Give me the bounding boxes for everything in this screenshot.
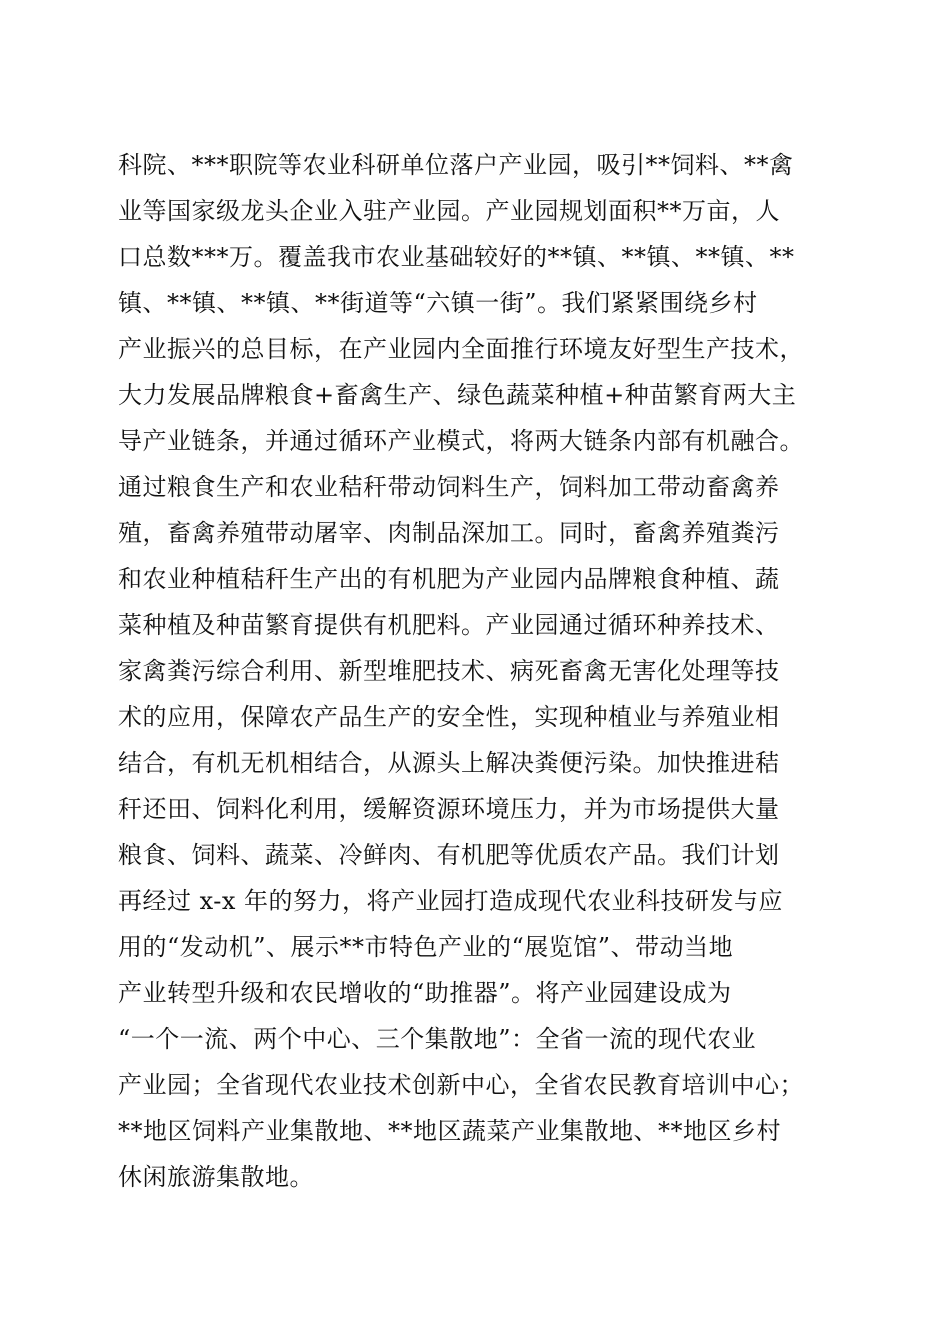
text-line: 再经过 x-x 年的努力，将产业园打造成现代农业科技研发与应 [118,887,784,915]
text-line: 口总数***万。覆盖我市农业基础较好的**镇、**镇、**镇、** [118,243,795,271]
text-line: 大力发展品牌粮食+畜禽生产、绿色蔬菜种植+种苗繁育两大主 [118,381,797,409]
text-line: 科院、***职院等农业科研单位落户产业园，吸引**饲料、**禽 [118,151,794,179]
text-line: 和农业种植秸秆生产出的有机肥为产业园内品牌粮食种植、蔬 [118,565,780,593]
body-paragraph [118,142,832,1200]
text-line: 产业园；全省现代农业技术创新中心，全省农民教育培训中心； [118,1071,804,1099]
text-line: 业等国家级龙头企业入驻产业园。产业园规划面积**万亩，人 [118,197,780,225]
text-line: 产业转型升级和农民增收的“助推器”。将产业园建设成为 [118,979,732,1007]
text-line: 菜种植及种苗繁育提供有机肥料。产业园通过循环种养技术、 [118,611,780,639]
text-line: 休闲旅游集散地。 [118,1163,314,1191]
text-line: 产业振兴的总目标，在产业园内全面推行环境友好型生产技术， [118,335,804,363]
text-line: 用的“发动机”、展示**市特色产业的“展览馆”、带动当地 [118,933,734,961]
text-line: “一个一流、两个中心、三个集散地”：全省一流的现代农业 [118,1025,757,1053]
text-line: 术的应用，保障农产品生产的安全性，实现种植业与养殖业相 [118,703,780,731]
text-line: 粮食、饲料、蔬菜、冷鲜肉、有机肥等优质农产品。我们计划 [118,841,780,869]
text-line: 镇、**镇、**镇、**街道等“六镇一街”。我们紧紧围绕乡村 [118,289,758,317]
text-line: **地区饲料产业集散地、**地区蔬菜产业集散地、**地区乡村 [118,1117,781,1145]
text-line: 导产业链条，并通过循环产业模式，将两大链条内部有机融合。 [118,427,804,455]
text-line: 通过粮食生产和农业秸秆带动饲料生产，饲料加工带动畜禽养 [118,473,780,501]
text-line: 结合，有机无机相结合，从源头上解决粪便污染。加快推进秸 [118,749,780,777]
text-line: 秆还田、饲料化利用，缓解资源环境压力，并为市场提供大量 [118,795,780,823]
text-line: 殖，畜禽养殖带动屠宰、肉制品深加工。同时，畜禽养殖粪污 [118,519,780,547]
text-line: 家禽粪污综合利用、新型堆肥技术、病死畜禽无害化处理等技 [118,657,780,685]
